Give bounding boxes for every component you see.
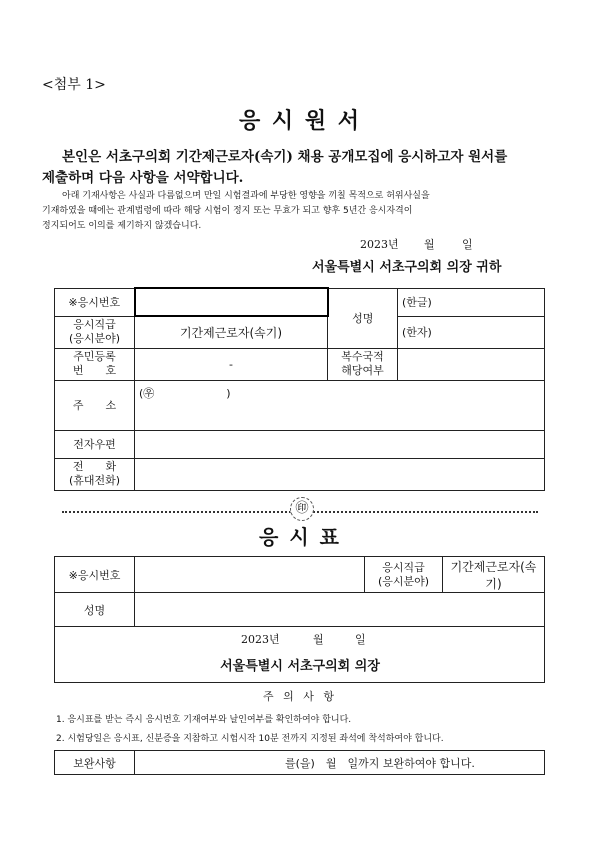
email-field[interactable] [135, 430, 545, 458]
caution-title: 주 의 사 항 [263, 690, 337, 703]
pledge-line-1: 본인은 서초구의회 기간제근로자(속기) 채용 공개모집에 응시하고자 원서를 [62, 149, 508, 165]
ticket-name-field[interactable] [135, 593, 545, 627]
date-day: 일 [462, 238, 473, 251]
dual-nationality-field[interactable] [398, 348, 545, 380]
email-label: 전자우편 [55, 430, 135, 458]
date-year: 2023년 [360, 238, 399, 251]
postal-open: (㉾ [139, 386, 155, 400]
notice-line-1: 아래 기재사항은 사실과 다름없으며 만일 시험결과에 부당한 영향을 끼칠 목적으로 허위사실을 [62, 191, 430, 201]
postal-close: ) [226, 386, 231, 400]
ticket-title: 응 시 표 [259, 525, 341, 549]
caution-item-2: 2. 시험당일은 응시표, 신분증을 지참하고 시험시작 10분 전까지 지정된 좌석에 착석하여야 합니다. [56, 734, 444, 744]
application-form-table [54, 287, 545, 491]
phone-label: 전 화 (휴대전화) [55, 458, 135, 490]
ticket-date-month: 월 [313, 633, 324, 646]
exam-number-label: ※응시번호 [55, 288, 135, 316]
notice-line-2: 기재하였을 때에는 관계법령에 따라 해당 시험이 정지 또는 무효가 되고 향후 5년간 응시자격이 [42, 206, 413, 216]
caution-item-1: 1. 응시표를 받는 즉시 응시번호 기재여부와 날인여부를 확인하여야 합니다. [56, 715, 352, 725]
name-korean-hint: (한글) [402, 296, 432, 309]
ticket-date-day: 일 [355, 633, 366, 646]
resident-number-field[interactable] [135, 348, 328, 380]
attachment-label: <첨부 1> [42, 77, 106, 93]
name-korean-field[interactable] [398, 288, 545, 316]
ticket-date-year: 2023년 [241, 633, 280, 646]
seal-icon: ㊞ [290, 497, 314, 521]
address-label: 주 소 [55, 380, 135, 430]
supplement-text: 를(을) 월 일까지 보완하여야 합니다. [135, 751, 545, 775]
phone-field[interactable] [135, 458, 545, 490]
ticket-exam-number-field[interactable] [135, 557, 365, 593]
ticket-job-grade-label: 응시직급 (응시분야) [365, 557, 443, 593]
date-month: 월 [424, 238, 435, 251]
supplement-label: 보완사항 [55, 751, 135, 775]
admission-ticket-table [54, 556, 545, 683]
exam-number-field[interactable] [135, 288, 328, 316]
job-grade-label: 응시직급 (응시분야) [55, 316, 135, 348]
name-label: 성명 [328, 288, 398, 348]
ticket-name-label: 성명 [55, 593, 135, 627]
ticket-job-grade-value: 기간제근로자(속기) [443, 557, 545, 593]
addressee: 서울특별시 서초구의회 의장 귀하 [312, 260, 502, 275]
dual-nationality-label: 복수국적 해당여부 [328, 348, 398, 380]
job-grade-value: 기간제근로자(속기) [135, 316, 328, 348]
resident-number-label: 주민등록 번 호 [55, 348, 135, 380]
address-field[interactable] [135, 380, 545, 430]
supplement-table [54, 750, 545, 775]
notice-line-3: 정지되어도 이의를 제기하지 않겠습니다. [42, 221, 202, 231]
form-title: 응 시 원 서 [239, 108, 361, 134]
pledge-line-2: 제출하며 다음 사항을 서약합니다. [42, 170, 244, 186]
ticket-issue-block [55, 627, 545, 683]
ticket-issuer: 서울특별시 서초구의회 의장 [220, 659, 380, 674]
name-hanja-field[interactable] [398, 316, 545, 348]
resident-number-dash: - [229, 357, 233, 371]
name-hanja-hint: (한자) [402, 326, 432, 339]
ticket-exam-number-label: ※응시번호 [55, 557, 135, 593]
